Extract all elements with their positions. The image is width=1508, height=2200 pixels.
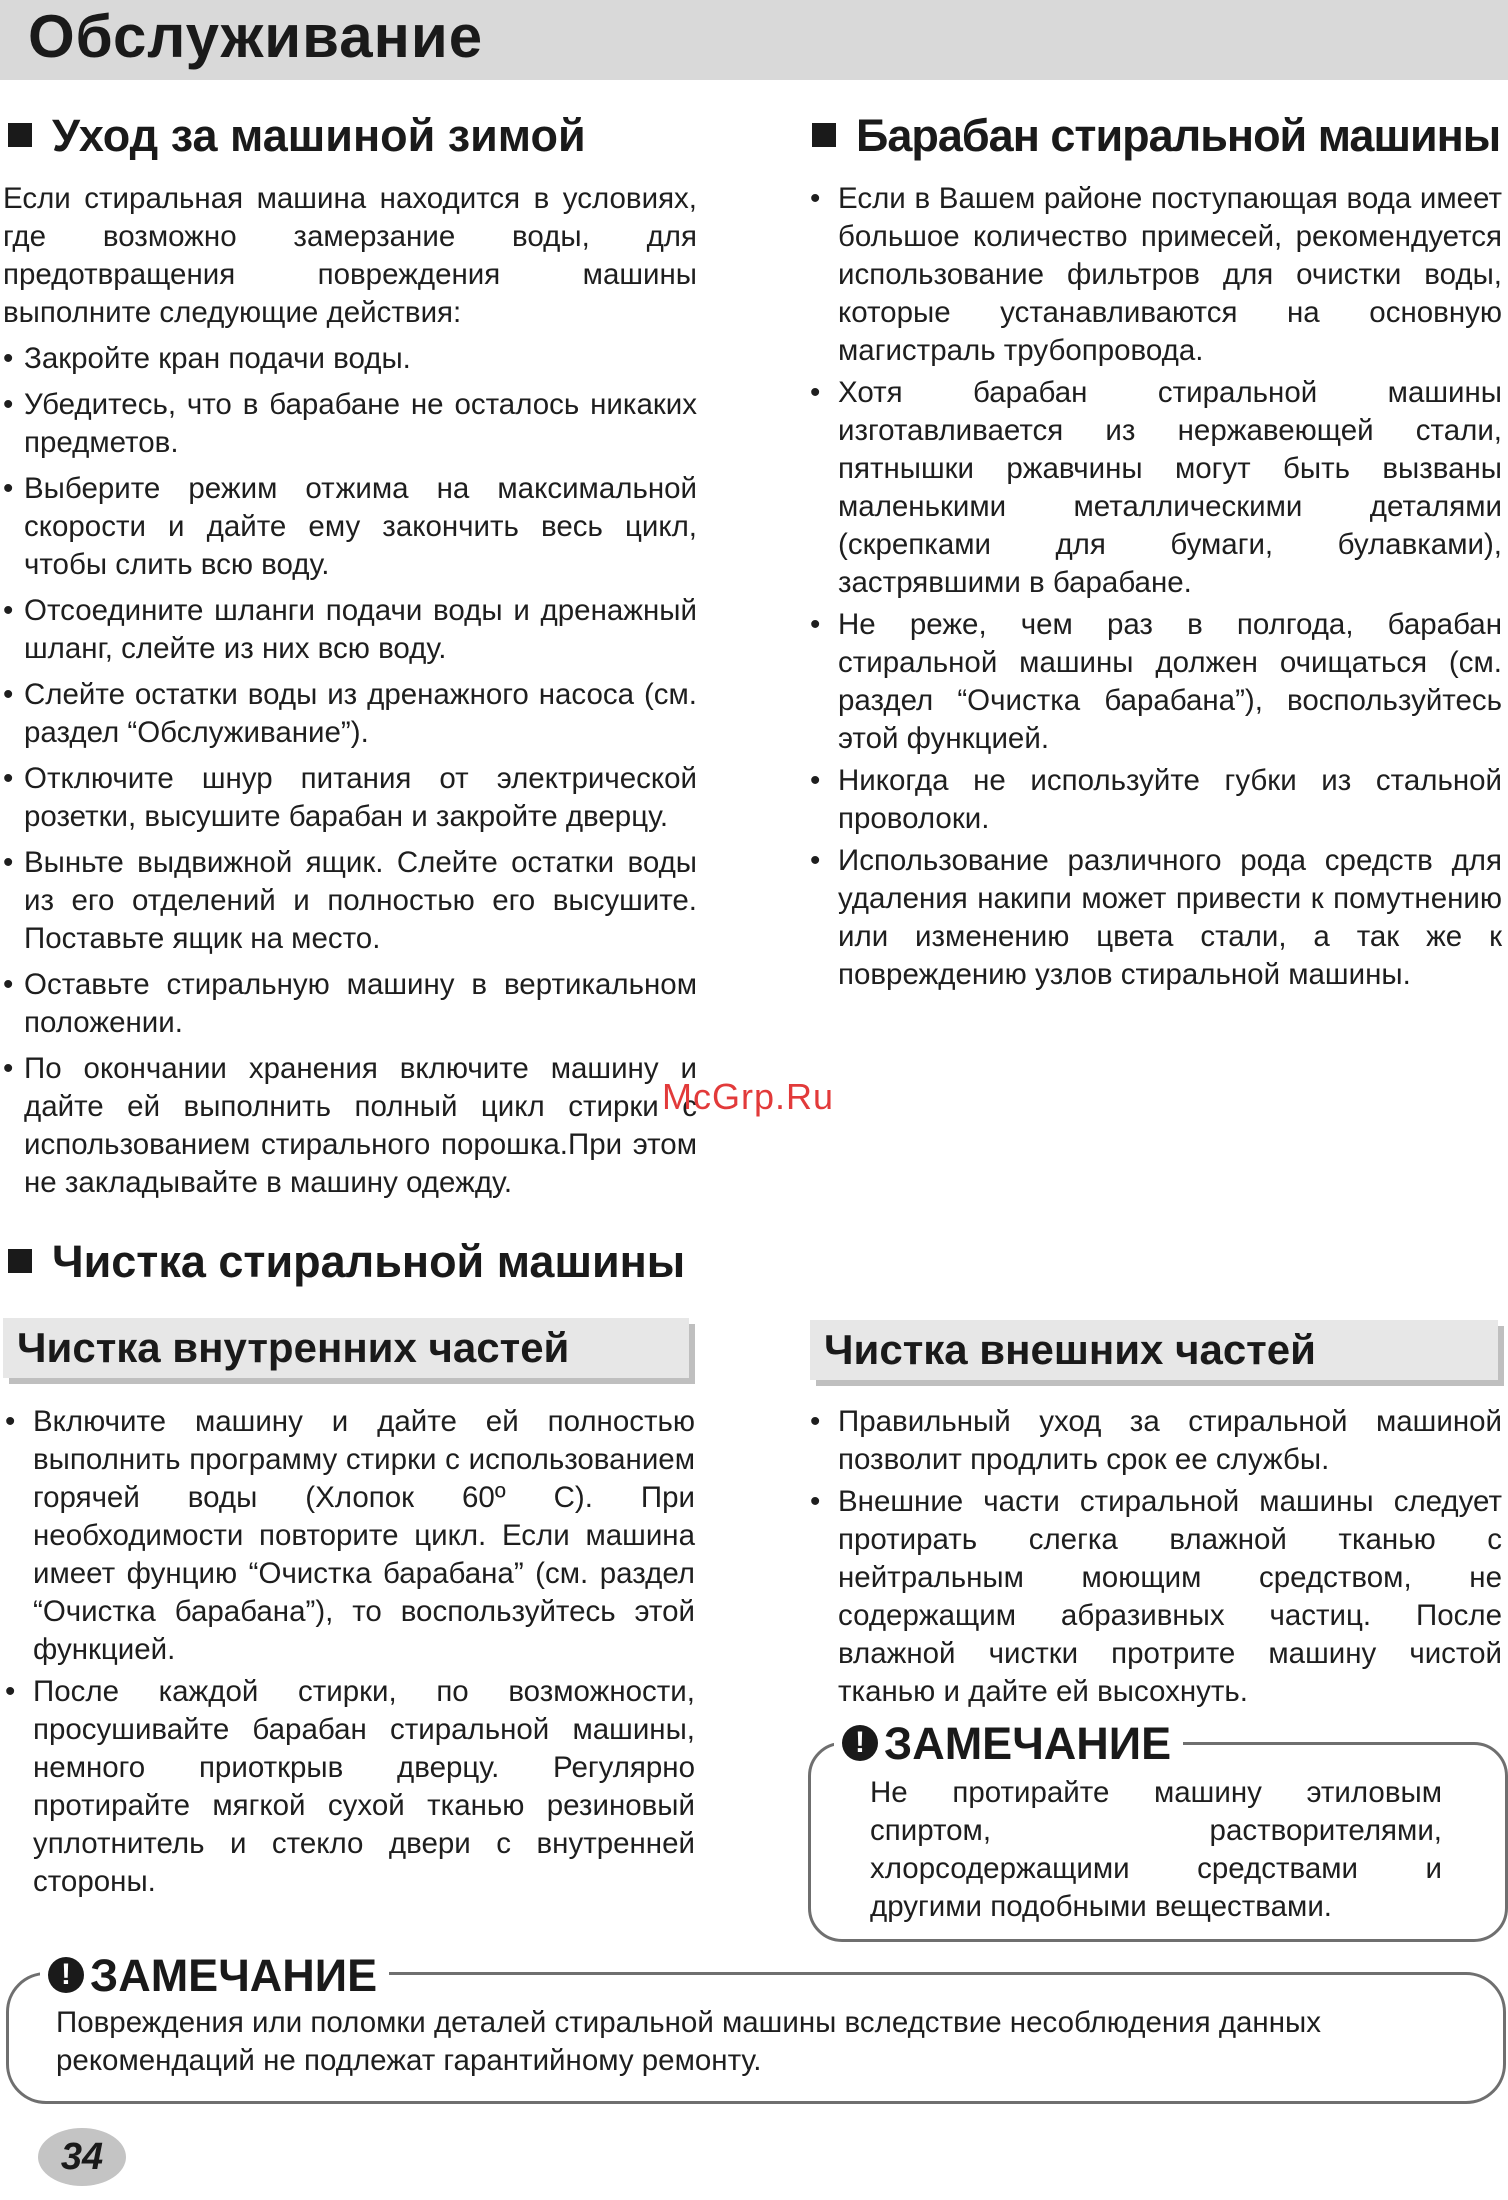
cleaning-heading	[8, 1232, 685, 1292]
external-cleaning-section	[808, 1403, 1502, 1715]
page-header	[0, 0, 1508, 80]
winter-care-list	[3, 340, 697, 1202]
external-cleaning-list	[808, 1403, 1502, 1711]
list-item: • Хотя барабан стиральной машины изготавливается из нержавеющей стали, пятнышки ржавчины могут быть вызваны маленькими металлическими деталями (скрепками для бумаги, булавками), застрявшими в барабане.	[808, 374, 1502, 602]
internal-cleaning-heading	[3, 1318, 689, 1378]
external-note-text: Не протирайте машину этиловым спиртом, растворителями, хлорсодержащими средствами и другими подобными веществами.	[870, 1776, 1442, 1923]
list-item: • Внешние части стиральной машины следует протирать слегка влажной тканью с нейтральным моющим средством, не содержащим абразивных частиц. После влажной чистки протрите машину чистой тканью и дайте ей высохнуть.	[808, 1483, 1502, 1711]
list-item: • После каждой стирки, по возможности, просушивайте барабан стиральной машины, немного приоткрыв дверцу. Регулярно протирайте мягкой сухой тканью резиновый уплотнитель и стекло двери с внутренней стороны.	[3, 1673, 695, 1901]
list-item: • Использование различного рода средств для удаления накипи может привести к помутнению или изменению цвета стали, а так же к повреждению узлов стиральной машины.	[808, 842, 1502, 994]
winter-care-heading-text: Уход за машиной зимой	[52, 110, 586, 161]
winter-care-heading	[8, 106, 586, 166]
square-bullet-icon	[8, 1249, 32, 1273]
page-number: 34	[38, 2128, 126, 2186]
external-cleaning-heading	[810, 1320, 1498, 1380]
watermark: McGrp.Ru	[662, 1076, 835, 1117]
external-note-title	[834, 1718, 1183, 1770]
warning-icon: !	[48, 1957, 84, 1993]
warning-icon: !	[842, 1725, 878, 1761]
external-cleaning-heading-text: Чистка внешних частей	[824, 1326, 1316, 1373]
list-item: • По окончании хранения включите машину и дайте ей выполнить полный цикл стирки с использованием стирального порошка.При этом не закладывайте в машину одежду.	[3, 1050, 697, 1202]
internal-cleaning-section	[3, 1403, 695, 1905]
bottom-note-text: Повреждения или поломки деталей стиральной машины вследствие несоблюдения данных рекомендаций не подлежат гарантийному ремонту.	[56, 2006, 1321, 2077]
list-item: • Отключите шнур питания от электрической розетки, высушите барабан и закройте дверцу.	[3, 760, 697, 836]
bottom-note-title-text: ЗАМЕЧАНИЕ	[90, 1950, 378, 2001]
list-item: • Выберите режим отжима на максимальной скорости и дайте ему закончить весь цикл, чтобы слить всю воду.	[3, 470, 697, 584]
list-item: • Выньте выдвижной ящик. Слейте остатки воды из его отделений и полностью его высушите. Поставьте ящик на место.	[3, 844, 697, 958]
page-title: Обслуживание	[28, 3, 484, 70]
list-item: • Убедитесь, что в барабане не осталось никаких предметов.	[3, 386, 697, 462]
drum-list	[808, 180, 1502, 994]
list-item: • Не реже, чем раз в полгода, барабан стиральной машины должен очищаться (см. раздел “Очистка барабана”), воспользуйтесь этой функцией.	[808, 606, 1502, 758]
square-bullet-icon	[8, 123, 32, 147]
list-item: • Закройте кран подачи воды.	[3, 340, 697, 378]
square-bullet-icon	[812, 123, 836, 147]
list-item: • Включите машину и дайте ей полностью выполнить программу стирки с использованием горячей воды (Хлопок 60º С). При необходимости повторите цикл. Если машина имеет фунцию “Очистка барабана” (см. раздел “Очистка барабана”), то воспользуйтесь этой функцией.	[3, 1403, 695, 1669]
list-item: • Если в Вашем районе поступающая вода имеет большое количество примесей, рекомендуется использование фильтров для очистки воды, которые устанавливаются на основную магистраль трубопровода.	[808, 180, 1502, 370]
external-note-title-text: ЗАМЕЧАНИЕ	[884, 1718, 1172, 1769]
list-item: • Слейте остатки воды из дренажного насоса (см. раздел “Обслуживание”).	[3, 676, 697, 752]
drum-heading-text: Барабан стиральной машины	[856, 110, 1501, 161]
winter-care-intro: Если стиральная машина находится в условиях, где возможно замерзание воды, для предотвращения повреждения машины выполните следующие действия:	[3, 182, 697, 329]
list-item: • Никогда не используйте губки из стальной проволоки.	[808, 762, 1502, 838]
cleaning-heading-text: Чистка стиральной машины	[52, 1236, 686, 1287]
list-item: • Правильный уход за стиральной машиной позволит продлить срок ее службы.	[808, 1403, 1502, 1479]
drum-heading	[812, 106, 1500, 166]
winter-care-section	[3, 180, 697, 1210]
list-item: • Отсоедините шланги подачи воды и дренажный шланг, слейте из них всю воду.	[3, 592, 697, 668]
bottom-note-title	[40, 1950, 389, 2002]
internal-cleaning-heading-text: Чистка внутренних частей	[17, 1324, 570, 1371]
internal-cleaning-list	[3, 1403, 695, 1901]
list-item: • Оставьте стиральную машину в вертикальном положении.	[3, 966, 697, 1042]
drum-section	[808, 180, 1502, 998]
